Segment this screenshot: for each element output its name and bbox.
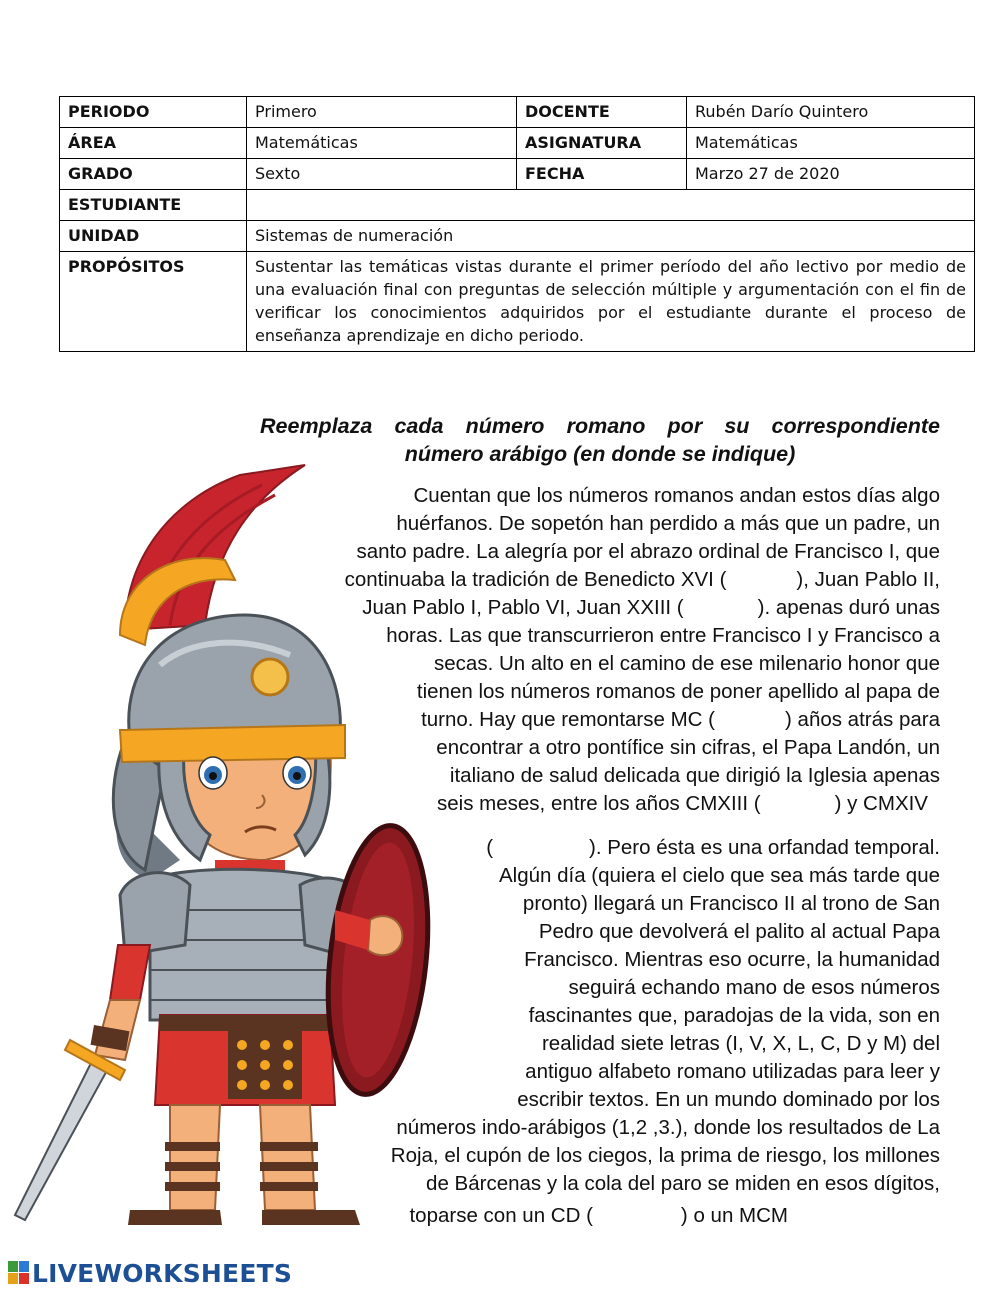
- text-line: [486, 834, 940, 862]
- text-line: [437, 790, 928, 818]
- text-segment: Juan Pablo I, Pablo VI, Juan XXIII (: [362, 596, 684, 619]
- sword: [15, 1055, 110, 1220]
- text-line: antiguo alfabeto romano utilizadas para leer y: [525, 1060, 940, 1083]
- area-label: ÁREA: [60, 128, 247, 159]
- helmet: [129, 615, 341, 740]
- text-line: Algún día (quiera el cielo que sea más tarde que: [498, 864, 940, 887]
- text-line: horas. Las que transcurrieron entre Francisco I y Francisco a: [386, 624, 940, 647]
- estudiante-label: ESTUDIANTE: [60, 190, 247, 221]
- text-line: de Bárcenas y la cola del paro se miden en esos dígitos,: [426, 1172, 940, 1195]
- area-value: Matemáticas: [247, 128, 517, 159]
- periodo-value: Primero: [247, 97, 517, 128]
- periodo-label: PERIODO: [60, 97, 247, 128]
- text-segment: ) años atrás para: [785, 708, 940, 731]
- text-segment: ). Pero ésta es una orfandad temporal.: [589, 836, 940, 859]
- text-segment: continuaba la tradición de Benedicto XVI (: [344, 568, 727, 591]
- grado-value: Sexto: [247, 159, 517, 190]
- propositos-label: PROPÓSITOS: [60, 252, 247, 352]
- text-segment: ) y CMXIV: [834, 792, 928, 815]
- estudiante-input[interactable]: [247, 190, 975, 221]
- text-line: encontrar a otro pontífice sin cifras, el Papa Landón, un: [436, 736, 940, 759]
- unidad-value: Sistemas de numeración: [247, 221, 975, 252]
- text-line: [421, 706, 940, 734]
- text-segment: ) o un MCM: [680, 1204, 788, 1227]
- text-line: Cuentan que los números romanos andan estos días algo: [413, 484, 940, 507]
- text-segment: ), Juan Pablo II,: [796, 568, 940, 591]
- liveworksheets-brand: [8, 1258, 292, 1288]
- fecha-value: Marzo 27 de 2020: [687, 159, 975, 190]
- instructions-title: [260, 412, 940, 468]
- brand-name: LIVEWORKSHEETS: [32, 1258, 293, 1288]
- text-line: secas. Un alto en el camino de ese milenario honor que: [434, 652, 940, 675]
- text-line: Roja, el cupón de los ciegos, la prima de riesgo, los millones: [390, 1144, 940, 1167]
- asignatura-value: Matemáticas: [687, 128, 975, 159]
- text-line: fascinantes que, paradojas de la vida, son en: [528, 1004, 940, 1027]
- grado-label: GRADO: [60, 159, 247, 190]
- text-line: huérfanos. De sopetón han perdido a más que un padre, un: [396, 512, 940, 535]
- text-segment: ). apenas duró unas: [757, 596, 940, 619]
- title-line-2: número arábigo (en donde se indique): [404, 442, 796, 466]
- text-line: santo padre. La alegría por el abrazo ordinal de Francisco I, que: [356, 540, 940, 563]
- text-line: escribir textos. En un mundo dominado por los: [517, 1088, 940, 1111]
- text-line: pronto) llegará un Francisco II al trono de San: [522, 892, 940, 915]
- docente-label: DOCENTE: [517, 97, 687, 128]
- fecha-label: FECHA: [517, 159, 687, 190]
- text-line: [362, 594, 940, 622]
- text-line: italiano de salud delicada que dirigió la Iglesia apenas: [449, 764, 940, 787]
- info-table: [59, 96, 975, 352]
- text-segment: seis meses, entre los años CMXIII (: [437, 792, 761, 815]
- propositos-value: Sustentar las temáticas vistas durante el primer período del año lectivo por medio de una evaluación final con preguntas de selección múltiple y argumentación con el fin de verificar los conocimientos adquiridos por el estudiante durante el proceso de enseñanza aprendizaje en dicho periodo.: [247, 252, 975, 352]
- text-line: tienen los números romanos de poner apellido al papa de: [416, 680, 940, 703]
- unidad-label: UNIDAD: [60, 221, 247, 252]
- asignatura-label: ASIGNATURA: [517, 128, 687, 159]
- text-line: [409, 1202, 788, 1230]
- text-segment: turno. Hay que remontarse MC (: [421, 708, 716, 731]
- text-line: seguirá echando mano de esos números: [568, 976, 940, 999]
- text-segment: (: [486, 836, 494, 859]
- text-line: Pedro que devolverá el palito al actual Papa: [538, 920, 940, 943]
- liveworksheets-logo-icon: [8, 1261, 30, 1285]
- text-line: realidad siete letras (I, V, X, L, C, D y M) del: [541, 1032, 940, 1055]
- text-line: números indo-arábigos (1,2 ,3.), donde los resultados de La: [396, 1116, 940, 1139]
- docente-value: Rubén Darío Quintero: [687, 97, 975, 128]
- text-line: Francisco. Mientras eso ocurre, la humanidad: [524, 948, 940, 971]
- text-segment: toparse con un CD (: [409, 1204, 593, 1227]
- text-line: [345, 566, 940, 594]
- title-line-1: Reemplaza cada número romano por su correspondiente: [260, 414, 940, 438]
